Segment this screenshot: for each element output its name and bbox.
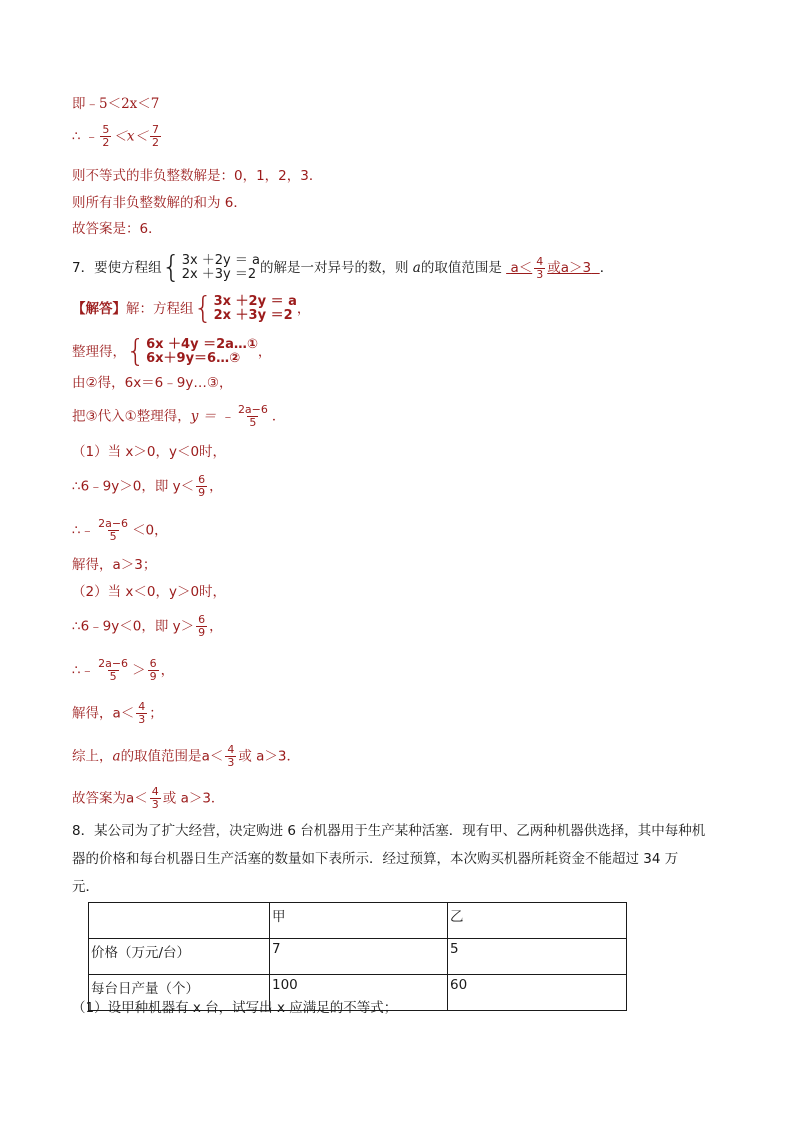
question-8-line-1: 8．某公司为了扩大经营，决定购进 6 台机器用于生产某种活塞．现有甲、乙两种机器供选择，其中每种机 (72, 823, 706, 839)
line-conclusion (72, 744, 300, 769)
line-answer-6: 故答案是：6． (72, 221, 162, 237)
fraction-4-3 (225, 744, 236, 769)
conclusion-d: a＜ (201, 748, 224, 765)
fraction-4-3 (150, 786, 161, 811)
line-from-eq2: 由②得，6x＝6﹣9y…③， (72, 375, 233, 391)
rearranged-eq1: 6x ＋4y ＝2a…① (146, 337, 258, 352)
case-1b-text: ∴﹣ (72, 522, 95, 539)
case-1-step-a (72, 474, 223, 499)
fraction-denominator: 3 (151, 798, 159, 811)
fraction-7-2 (150, 124, 161, 149)
y-expr-end: ． (271, 408, 286, 425)
fraction-denominator: 9 (198, 626, 206, 639)
case-2: （2）当 x＜0，y＞0时， (72, 584, 227, 600)
fraction-numerator: 4 (151, 785, 159, 798)
question-8-line-2: 器的价格和每台机器日生产活塞的数量如下表所示．经过预算，本次购买机器所耗资金不能超过 34 万 (72, 851, 679, 867)
q7-text-b: 的解是一对异号的数，则 (259, 260, 409, 276)
table-header-cell: 甲 (270, 903, 448, 939)
fraction-denominator: 9 (198, 486, 206, 499)
case-1a-text: ∴6﹣9y＞0，即 y＜ (72, 478, 195, 495)
fraction-numerator: 7 (152, 123, 160, 136)
rearranged-equation-system (126, 334, 258, 369)
fraction-denominator: 5 (109, 670, 117, 683)
q7-answer-fraction (534, 256, 545, 281)
final-answer-label: 故答案为 (72, 790, 126, 807)
fraction-denominator: 5 (249, 416, 257, 429)
minus-sign: ﹣ (84, 128, 99, 145)
q7-equation-system (161, 250, 260, 285)
rearranged-end: ， (257, 344, 272, 360)
fraction-numerator: 5 (102, 123, 110, 136)
conclusion-a: 综上， (72, 748, 113, 765)
line-y-expression (72, 404, 285, 429)
conclusion-e: 或 a＞3． (238, 748, 300, 765)
fraction-6-9 (148, 658, 159, 683)
q7-var-a: a (412, 260, 421, 276)
y-expr-fraction (236, 404, 270, 429)
fraction-denominator: 3 (536, 267, 544, 281)
case-2b-mid: ＞ (132, 662, 146, 679)
brace-icon: { (126, 334, 146, 369)
table-row (89, 939, 627, 975)
table-header-cell: 乙 (448, 903, 627, 939)
y-expr-lhs: y ＝ ﹣ (190, 408, 234, 425)
question-8-line-3: 元． (72, 879, 99, 895)
line-integer-solutions: 则不等式的非负整数解是：0，1，2，3． (72, 168, 323, 184)
question-8-sub-1: （1）设甲种机器有 x 台，试写出 x 应满足的不等式； (72, 1000, 398, 1016)
solution-equation-system (193, 291, 297, 326)
q7-eq2: 2x ＋3y ＝2 (181, 267, 257, 282)
fraction-numerator: 6 (198, 473, 206, 486)
q7-answer-b: 或a＞3 (547, 260, 592, 276)
q7-eq1: 3x ＋2y ＝ a (181, 253, 260, 268)
case-2-result (72, 701, 163, 726)
fraction-denominator: 2 (102, 136, 110, 149)
table-header-row (89, 903, 627, 939)
brace-icon: { (161, 250, 181, 285)
case-2c-end: ； (149, 705, 163, 722)
case-1a-end: ， (209, 478, 223, 495)
solution-text: 解：方程组 (126, 301, 194, 317)
fraction-numerator: 6 (149, 657, 157, 670)
fraction-denominator: 3 (138, 713, 146, 726)
fraction-denominator: 2 (152, 136, 160, 149)
question-7 (72, 250, 614, 285)
solution-header (72, 291, 311, 326)
sol-eq1: 3x ＋2y ＝ a (213, 294, 297, 309)
fraction-numerator: 2a−6 (98, 517, 129, 530)
rearranged-eq2: 6x＋9y＝6…② (146, 351, 241, 366)
solution-tag: 【解答】 (72, 301, 126, 317)
case-1: （1）当 x＞0，y＜0时， (72, 444, 227, 460)
fraction-2a-6-5 (96, 658, 130, 683)
case-2b-text: ∴﹣ (72, 662, 95, 679)
fraction-denominator: 5 (109, 530, 117, 543)
case-1-result: 解得，a＞3； (72, 557, 157, 573)
fraction-denominator: 3 (227, 756, 235, 769)
q7-answer-a: a＜ (510, 260, 533, 276)
q7-text-a: 7．要使方程组 (72, 260, 162, 276)
case-2-step-b (72, 658, 174, 683)
inequality-middle: ＜x＜ (113, 128, 149, 145)
q7-answer-blank (506, 254, 600, 281)
fraction-numerator: 6 (198, 613, 206, 626)
fraction-4-3 (136, 701, 147, 726)
final-answer-c: 或 a＞3． (162, 790, 225, 807)
conclusion-c: 的取值范围是 (120, 748, 202, 765)
fraction-numerator: 2a−6 (237, 403, 268, 416)
table-cell: 100 (270, 975, 448, 1011)
q7-text-d: 的取值范围是 (420, 260, 502, 276)
case-2b-end: ， (160, 662, 175, 679)
rearranged-label: 整理得， (72, 344, 126, 360)
line-rearranged (72, 334, 272, 369)
therefore-symbol: ∴ (72, 128, 81, 145)
line-final-answer (72, 786, 224, 811)
fraction-6-9 (196, 614, 207, 639)
case-2-step-a (72, 614, 223, 639)
line-sum-solutions: 则所有非负整数解的和为 6． (72, 195, 247, 211)
machine-table (88, 902, 627, 1011)
case-1b-end: ＜0， (132, 522, 168, 539)
fraction-5-2 (100, 124, 111, 149)
case-2c-text: 解得，a＜ (72, 705, 135, 722)
table-cell: 7 (270, 939, 448, 975)
fraction-numerator: 2a−6 (98, 657, 129, 670)
fraction-6-9 (196, 474, 207, 499)
fraction-numerator: 4 (138, 700, 146, 713)
fraction-numerator: 4 (227, 743, 235, 756)
table-cell: 每台日产量（个） (89, 975, 270, 1011)
brace-icon: { (193, 291, 213, 326)
table-header-cell (89, 903, 270, 939)
final-answer-a: a＜ (126, 790, 148, 807)
fraction-2a-6-5 (96, 518, 130, 543)
fraction-denominator: 9 (149, 670, 157, 683)
line-inequality-2x: 即﹣5＜2x＜7 (72, 96, 160, 112)
sol-eq2: 2x ＋3y ＝2 (213, 308, 293, 323)
solution-end: ， (296, 301, 311, 317)
case-2a-end: ， (209, 618, 223, 635)
fraction-numerator: 4 (536, 254, 544, 268)
conclusion-var: a (112, 748, 121, 765)
table-cell: 5 (448, 939, 627, 975)
q7-end: ． (599, 260, 614, 276)
case-1-step-b (72, 518, 168, 543)
table-cell: 60 (448, 975, 627, 1011)
y-expr-label: 把③代入①整理得， (72, 408, 191, 425)
case-2a-text: ∴6﹣9y＜0，即 y＞ (72, 618, 195, 635)
line-x-range (72, 124, 163, 149)
table-cell: 价格（万元/台） (89, 939, 270, 975)
